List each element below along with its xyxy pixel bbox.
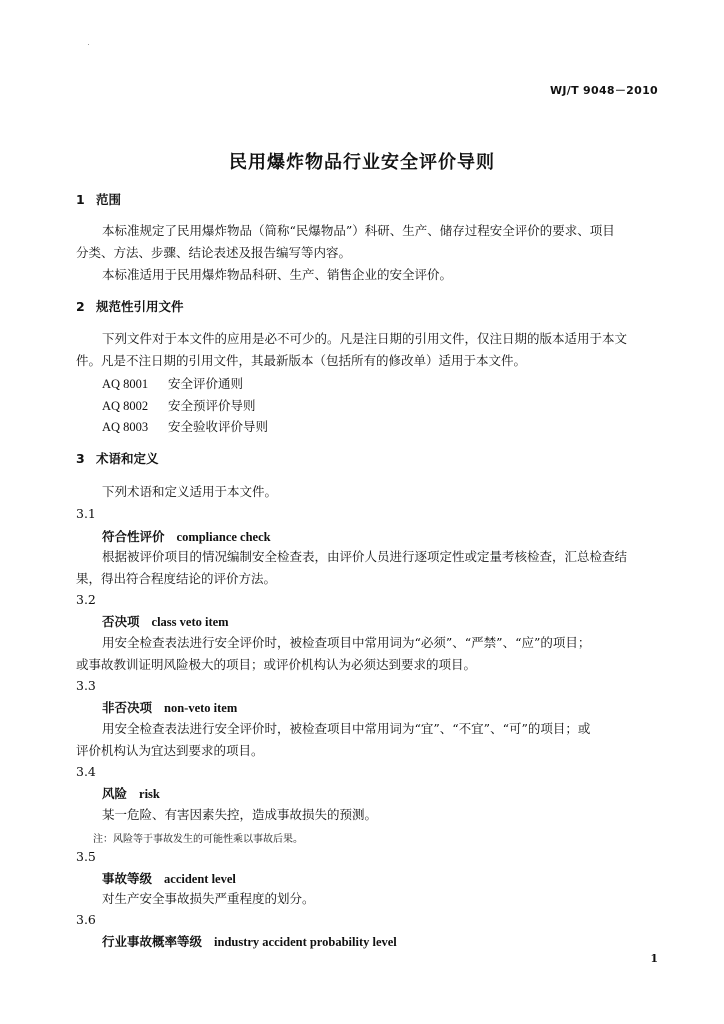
section-number: 2 xyxy=(76,299,85,314)
term-cn: 风险 xyxy=(102,786,128,801)
term-en: industry accident probability level xyxy=(214,935,397,949)
term-en: non-veto item xyxy=(164,701,238,715)
clause-number: 3.2 xyxy=(76,592,96,607)
reference-title: 安全评价通则 xyxy=(168,376,244,391)
reference-title: 安全验收评价导则 xyxy=(168,419,269,434)
standard-id: WJ/T 9048－2010 xyxy=(549,84,658,97)
section-heading-2 xyxy=(76,297,184,315)
reference-title: 安全预评价导则 xyxy=(168,398,256,413)
term-heading xyxy=(102,784,160,802)
term-heading xyxy=(102,527,271,545)
definition-line: 根据被评价项目的情况编制安全检查表，由评价人员进行逐项定性或定量考核检查，汇总检查结 xyxy=(102,549,628,564)
reference-code: AQ 8002 xyxy=(102,399,149,413)
definition-line: 用安全检查表法进行安全评价时，被检查项目中常用词为“宜”、“不宜”、“可”的项目；或 xyxy=(102,721,591,736)
clause-number: 3.6 xyxy=(76,912,96,927)
clause-number: 3.3 xyxy=(76,678,96,693)
paragraph-line: 本标准适用于民用爆炸物品科研、生产、销售企业的安全评价。 xyxy=(102,267,453,282)
definition-line: 果，得出符合程度结论的评价方法。 xyxy=(76,571,277,586)
section-title: 术语和定义 xyxy=(96,451,159,466)
normative-reference xyxy=(102,396,256,414)
section-heading-3 xyxy=(76,449,159,467)
term-en: risk xyxy=(139,787,160,801)
page-number: 1 xyxy=(650,952,658,965)
term-cn: 否决项 xyxy=(102,614,140,629)
normative-reference xyxy=(102,374,243,392)
term-cn: 符合性评价 xyxy=(102,529,165,544)
definition-line: 或事故教训证明风险极大的项目；或评价机构认为必须达到要求的项目。 xyxy=(76,657,477,672)
term-heading xyxy=(102,869,236,887)
term-cn: 事故等级 xyxy=(102,871,153,886)
clause-number: 3.5 xyxy=(76,849,96,864)
document-title: 民用爆炸物品行业安全评价导则 xyxy=(229,152,495,173)
paragraph-line: 下列术语和定义适用于本文件。 xyxy=(102,484,278,499)
scan-speck xyxy=(88,44,89,45)
note-text: 注：风险等于事故发生的可能性乘以事故后果。 xyxy=(93,834,303,845)
section-heading-1 xyxy=(76,190,121,208)
reference-code: AQ 8001 xyxy=(102,377,149,391)
definition-line: 某一危险、有害因素失控，造成事故损失的预测。 xyxy=(102,807,378,822)
reference-code: AQ 8003 xyxy=(102,420,149,434)
paragraph-line: 本标准规定了民用爆炸物品（简称“民爆物品”）科研、生产、储存过程安全评价的要求、项目 xyxy=(102,223,615,238)
section-title: 范围 xyxy=(96,192,122,207)
section-title: 规范性引用文件 xyxy=(96,299,184,314)
term-heading xyxy=(102,698,237,716)
term-en: accident level xyxy=(164,872,236,886)
paragraph-line: 分类、方法、步骤、结论表述及报告编写等内容。 xyxy=(76,245,352,260)
term-cn: 非否决项 xyxy=(102,700,153,715)
term-en: compliance check xyxy=(176,530,271,544)
clause-number: 3.1 xyxy=(76,506,96,521)
definition-line: 评价机构认为宜达到要求的项目。 xyxy=(76,743,264,758)
clause-number: 3.4 xyxy=(76,764,96,779)
term-heading xyxy=(102,932,397,950)
term-heading xyxy=(102,612,229,630)
definition-line: 对生产安全事故损失严重程度的划分。 xyxy=(102,891,315,906)
section-number: 1 xyxy=(76,192,85,207)
definition-line: 用安全检查表法进行安全评价时，被检查项目中常用词为“必须”、“严禁”、“应”的项目； xyxy=(102,635,591,650)
term-en: class veto item xyxy=(151,615,229,629)
normative-reference xyxy=(102,417,268,435)
paragraph-line: 件。凡是不注日期的引用文件，其最新版本（包括所有的修改单）适用于本文件。 xyxy=(76,353,527,368)
paragraph-line: 下列文件对于本文件的应用是必不可少的。凡是注日期的引用文件，仅注日期的版本适用于本文 xyxy=(102,331,628,346)
term-cn: 行业事故概率等级 xyxy=(102,934,203,949)
section-number: 3 xyxy=(76,451,85,466)
